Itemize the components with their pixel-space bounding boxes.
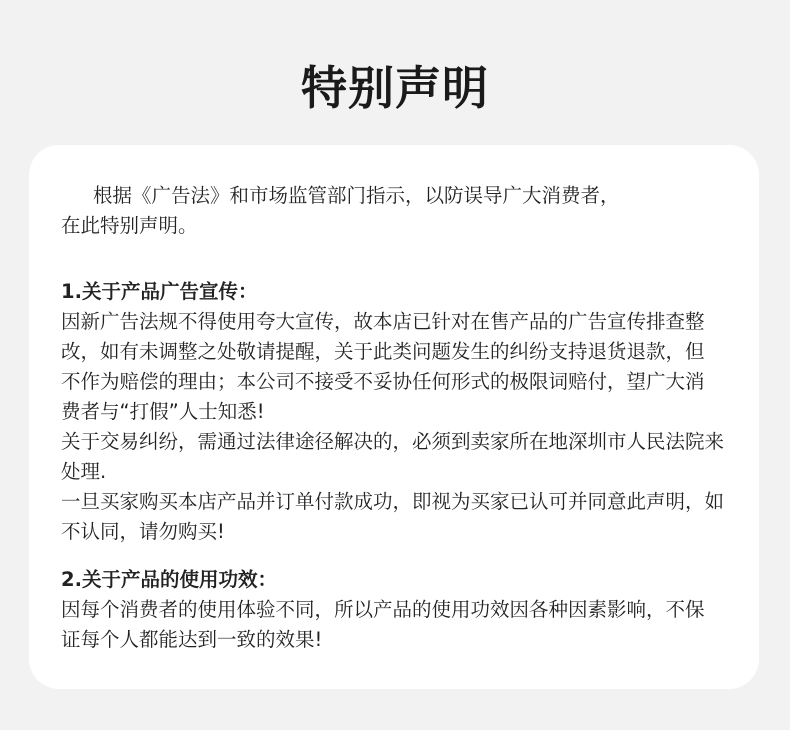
section-1-heading: 1.关于产品广告宣传： — [61, 280, 258, 303]
section-1-paragraph-2 — [61, 427, 741, 487]
section-2-heading: 2.关于产品的使用功效： — [61, 568, 277, 591]
section-1-paragraph-3 — [61, 487, 741, 547]
text-line: 因新广告法规不得使用夸大宣传，故本店已针对在售产品的广告宣传排查整 — [61, 310, 705, 333]
page-title: 特别声明 — [301, 61, 489, 115]
section-1-paragraph-1 — [61, 307, 741, 427]
text-line: 关于交易纠纷，需通过法律途径解决的，必须到卖家所在地深圳市人民法院来 — [61, 430, 725, 453]
section-2-paragraph-1 — [61, 595, 741, 655]
spacer — [61, 547, 741, 565]
text-line: 改，如有未调整之处敬请提醒，关于此类问题发生的纠纷支持退货退款，但 — [61, 340, 705, 363]
intro-line-2: 在此特别声明。 — [61, 214, 198, 237]
text-line: 费者与“打假”人士知悉! — [61, 400, 265, 423]
statement-card — [29, 145, 759, 689]
text-line: 不作为赔偿的理由；本公司不接受不妥协任何形式的极限词赔付，望广大消 — [61, 370, 705, 393]
text-line: 因每个消费者的使用体验不同，所以产品的使用功效因各种因素影响，不保 — [61, 598, 705, 621]
text-line: 一旦买家购买本店产品并订单付款成功，即视为买家已认可并同意此声明，如 — [61, 490, 725, 513]
text-line: 证每个人都能达到一致的效果! — [61, 628, 323, 651]
statement-content — [61, 181, 741, 655]
intro-line-1: 根据《广告法》和市场监管部门指示，以防误导广大消费者， — [93, 184, 620, 207]
text-line: 处理. — [61, 460, 107, 483]
spacer — [61, 241, 741, 277]
text-line: 不认同，请勿购买! — [61, 520, 225, 543]
